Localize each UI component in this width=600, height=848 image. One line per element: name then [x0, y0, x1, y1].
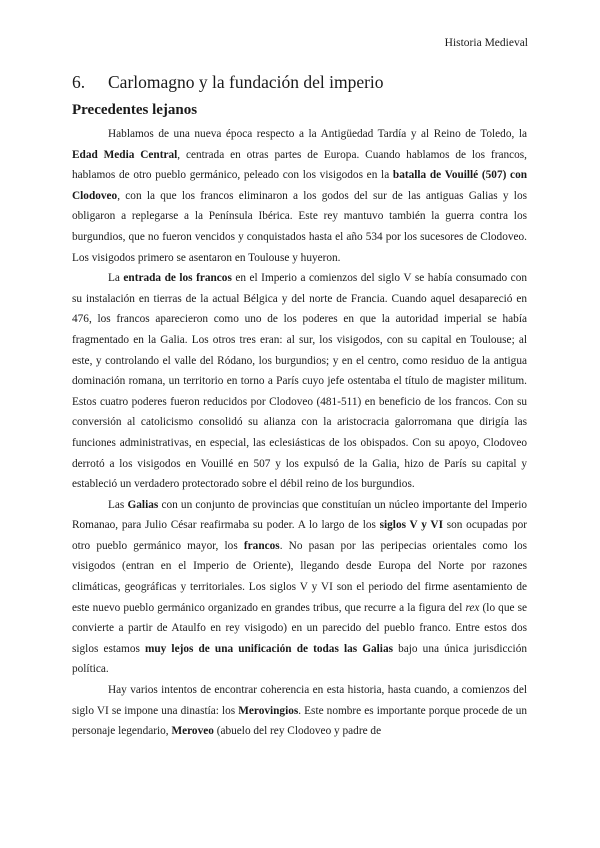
italic-text: rex [465, 601, 480, 614]
text-run: Hablamos de una nueva época respecto a la Antigüedad Tardía y al Reino de Toledo, la [108, 128, 527, 140]
text-run: . No pasan por las peripecias orientales como los visigodos (entran en el Imperio de Oriente), llegando desde Europa del Norte por razones climáticas, geográficas y territoriales. Los siglos V y VI son el periodo del firme asentamiento de este nuevo pueblo germánico organizado en grandes tribus, que recurre a la figura del [72, 539, 528, 614]
bold-text: Meroveo [171, 725, 214, 738]
text-run: , centrada en otras partes de Europa. Cuando hablamos de los francos, hablamos de otro pueblo germánico, peleado con los visigodos en la [72, 148, 527, 182]
body-text [72, 124, 527, 742]
paragraph [72, 124, 527, 268]
chapter-title-text: Carlomagno y la fundación del imperio [108, 72, 384, 92]
bold-text: siglos V y VI [379, 519, 443, 532]
chapter-title [72, 72, 384, 93]
bold-text: Merovingios [238, 704, 299, 717]
bold-text: entrada de los francos [123, 272, 232, 285]
running-header: Historia Medieval [444, 37, 528, 49]
text-run: bajo una única jurisdicción política. [72, 642, 527, 676]
text-run: La [108, 272, 124, 285]
text-run: en el Imperio a comienzos del siglo V se había consumado con su instalación en tierras de la actual Bélgica y del norte de Francia. Cuando aquel desapareció en 476, los francos aparecieron como uno de los poderes en que la autoridad imperial se había fragmentado en la Galia. Los otros tres eran: al sur, los visigodos, con su capital en Toulouse; al este, y controlando el valle del Ródano, los burgundios; y en el centro, como residuo de la antigua dominación romana, un territorio en torno a París cuyo jefe ostentaba el título de magister militum. Estos cuatro poderes fueron reducidos por Clodoveo (481-511) en beneficio de los francos. Con su conversión al catolicismo consolidó su alianza con la aristocracia galorromana que dirigía las funciones administrativas, en especial, las eclesiásticas de los obispados. Con su apoyo, Clodoveo derrotó a los visigodos en Vouillé en 507 y los expulsó de la Galia, hizo de París su capital y estableció un verdadero protectorado sobre el débil reino de los burgundios. [72, 272, 527, 491]
bold-text: Edad Media Central [72, 148, 178, 161]
bold-text: batalla de Vouillé (507) con Clodoveo [72, 169, 528, 202]
text-run: , con la que los francos eliminaron a los godos del sur de las antiguas Galias y los obligaron a replegarse a la Península Ibérica. Este rey mantuvo también la guerra contra los burgundios, que no fueron vencidos y conquistados hasta el año 534 por los sucesores de Clodoveo. Los visigodos primero se asentaron en Toulouse y huyeron. [72, 189, 527, 264]
section-title: Precedentes lejanos [72, 102, 198, 118]
paragraph [72, 680, 527, 742]
text-run: con un conjunto de provincias que constituían un núcleo importante del Imperio Romanao, para Julio César reafirmaba su poder. A lo largo de los [72, 498, 528, 532]
text-run: (abuelo del rey Clodoveo y padre de [213, 725, 382, 738]
chapter-number: 6. [72, 72, 86, 92]
bold-text: Galias [127, 498, 159, 511]
text-run: . Este nombre es importante porque procede de un personaje legendario, [72, 704, 527, 738]
text-run: Las [108, 498, 128, 511]
bold-text: francos [243, 539, 280, 552]
paragraph [72, 268, 527, 495]
text-run: son ocupadas por otro pueblo germánico mayor, los [72, 519, 528, 552]
text-run: (lo que se convierte a partir de Ataulfo en rey visigodo) en un parecido del pueblo franco. Entre estos dos siglos estamos [72, 601, 527, 655]
text-run: Hay varios intentos de encontrar coherencia en esta historia, hasta cuando, a comienzos del siglo VI se impone una dinastía: los [72, 684, 527, 717]
bold-text: muy lejos de una unificación de todas las Galias [144, 642, 393, 655]
paragraph [72, 495, 527, 680]
